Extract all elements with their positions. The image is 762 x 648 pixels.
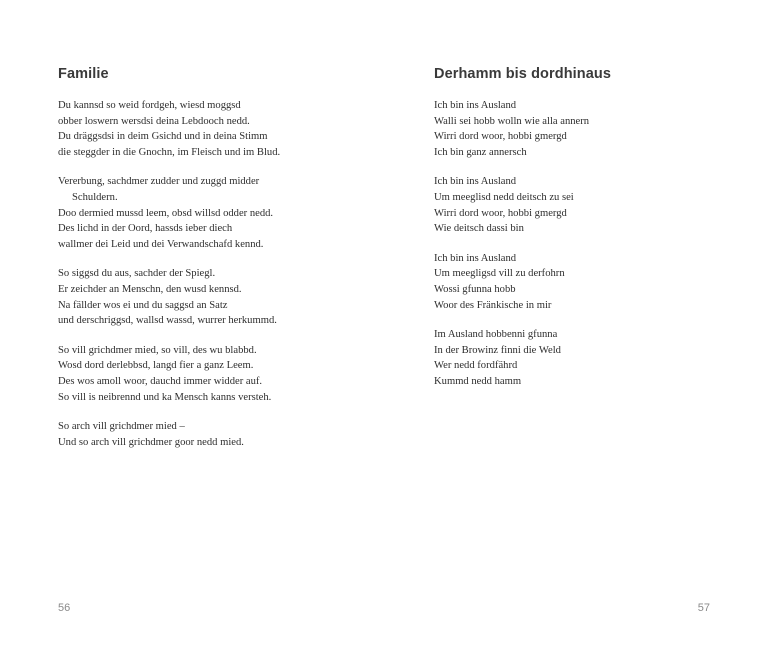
poem-title: Familie <box>58 66 109 82</box>
poem-line: Um meeglisd nedd deitsch zu sei <box>434 191 574 203</box>
poem-line: Du kannsd so weid fordgeh, wiesd moggsd <box>58 100 241 111</box>
page-number: 57 <box>697 602 710 614</box>
poem-line: Kummd nedd hamm <box>434 375 522 387</box>
stanza <box>434 327 734 389</box>
poem-derhamm-bis-dordhinaus <box>434 66 734 404</box>
poem-line: die steggder in die Gnochn, im Fleisch und im Blud. <box>58 146 281 158</box>
poem-line: Im Ausland hobbenni gfunna <box>434 329 558 341</box>
poem-line: Er zeichder an Menschn, den wusd kennsd. <box>58 283 242 295</box>
poem-line: Um meegligsd vill zu derfohrn <box>434 268 565 280</box>
poem-line: Wosd dord derlebbsd, langd fier a ganz Leem. <box>58 360 254 372</box>
page-number: 56 <box>58 602 71 614</box>
poem-line: Des wos amoll woor, dauchd immer widder auf. <box>58 375 263 387</box>
poem-line: Wie deitsch dassi bin <box>434 223 524 235</box>
poem-line: Ich bin ins Ausland <box>434 100 517 111</box>
stanza <box>434 98 734 160</box>
poem-line: So siggsd du aus, sachder der Spiegl. <box>58 268 216 280</box>
poem-line: Vererbung, sachdmer zudder und zuggd midder <box>58 176 260 188</box>
stanza <box>58 419 358 450</box>
poem-line: Des lichd in der Oord, hassds ieber diech <box>58 223 233 235</box>
poem-line: So arch vill grichdmer mied – <box>58 421 185 433</box>
poem-line: Woor des Fränkische in mir <box>434 299 552 311</box>
stanza <box>58 343 358 405</box>
poem-line: So vill is neibrennd und ka Mensch kanns versteh. <box>58 391 272 403</box>
poem-line: Doo dermied mussd leem, obsd willsd odder nedd. <box>58 207 274 219</box>
poem-line: und derschriggsd, wallsd wassd, wurrer herkummd. <box>58 315 277 327</box>
right-page <box>381 0 762 648</box>
poem-line: So vill grichdmer mied, so vill, des wu blabbd. <box>58 344 257 356</box>
poem-line: Wer nedd fordfährd <box>434 360 518 372</box>
poem-line: Ich bin ins Ausland <box>434 176 517 188</box>
poem-line: Wossi gfunna hobb <box>434 283 516 295</box>
stanza <box>434 174 734 236</box>
poem-line: Na fällder wos ei und du saggsd an Satz <box>58 299 228 311</box>
poem-line: Schuldern. <box>72 191 118 203</box>
poem-title: Derhamm bis dordhinaus <box>434 66 612 82</box>
poem-line: wallmer dei Leid und dei Verwandschafd kennd. <box>58 238 264 250</box>
stanza <box>434 251 734 313</box>
stanza <box>58 174 358 252</box>
stanza <box>58 98 358 160</box>
poem-line: Du dräggsdsi in deim Gsichd und in deina Stimm <box>58 131 268 143</box>
poem-line: Walli sei hobb wolln wie alla annern <box>434 115 590 127</box>
poem-line: Wirri dord woor, hobbi gmergd <box>434 131 567 143</box>
poem-familie <box>58 66 358 464</box>
poem-line: Und so arch vill grichdmer goor nedd mied. <box>58 436 244 448</box>
stanza <box>58 266 358 328</box>
poem-line: Wirri dord woor, hobbi gmergd <box>434 207 567 219</box>
poem-line: Ich bin ins Ausland <box>434 252 517 264</box>
poem-line: In der Browinz finni die Weld <box>434 344 561 356</box>
poem-line: obber loswern wersdsi deina Lebdooch nedd. <box>58 115 250 127</box>
poem-line: Ich bin ganz annersch <box>434 146 527 158</box>
